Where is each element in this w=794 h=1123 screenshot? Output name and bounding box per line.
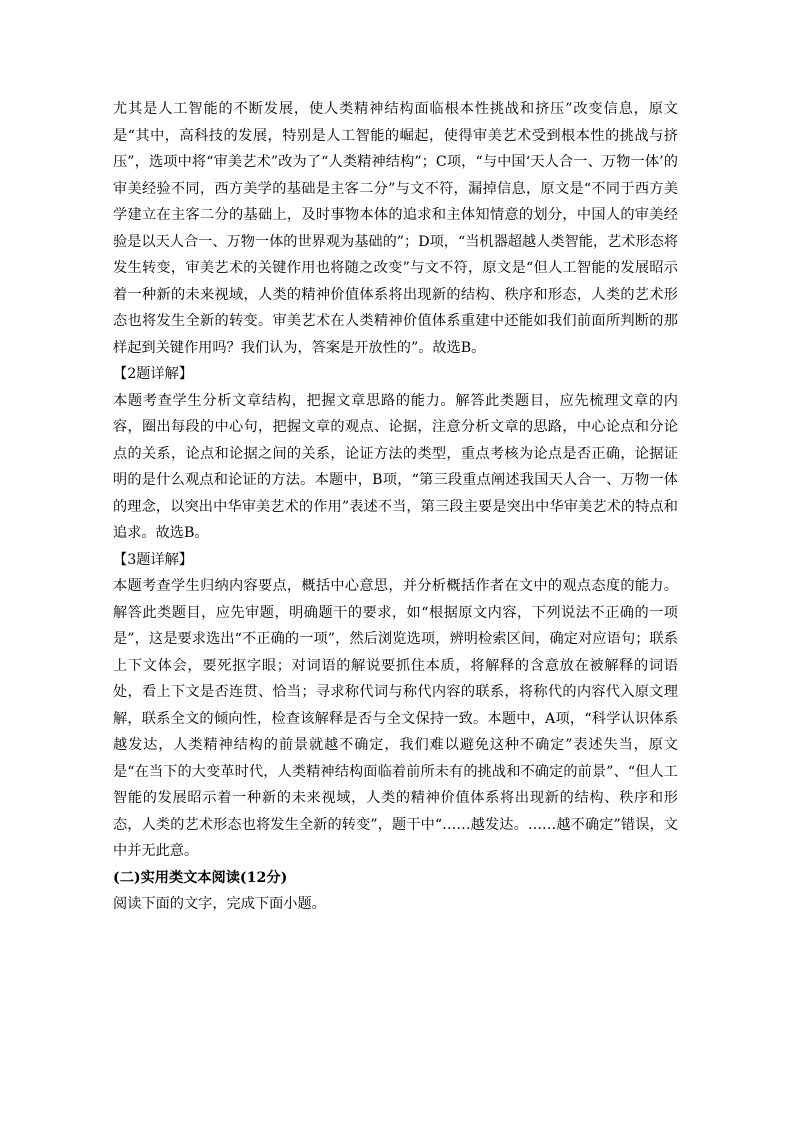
question-2-heading: 【2题详解】	[113, 366, 193, 382]
section-title: (二)实用类文本阅读(12分)	[113, 869, 288, 886]
answer-paragraph-1: 尤其是人工智能的不断发展，使人类精神结构面临根本性挑战和挤压”改变信息，原文是“其中，高科技的发展，特别是人工智能的崛起，使得审美艺术受到根本性的挑战与挤压”，选项中将“审美艺术”改为了“人类精神结构”；C项，“与中国‘天人合一、万物一体’的审美经验不同，西方美学的基础是主客二分”与文不符，漏掉信息，原文是“不同于西方美学建立在主客二分的基础上，及时事物本体的追求和主体知情意的划分，中国人的审美经验是以天人合一、万物一体的世界观为基础的”；D项，“当机器超越人类智能，艺术形态将发生转变，审美艺术的关键作用也将随之改变”与文不符，原文是“但人工智能的发展昭示着一种新的未来视域，人类的精神价值体系将出现新的结构、秩序和形态，人类的艺术形态也将发生全新的转变。审美艺术在人类精神价值体系重建中还能如我们前面所判断的那样起到关键作用吗？我们认为，答案是开放性的”。故选B。	[113, 101, 679, 356]
document-page	[113, 96, 678, 918]
reading-instruction: 阅读下面的文字，完成下面小题。	[113, 896, 326, 912]
question-3-heading: 【3题详解】	[113, 551, 193, 568]
answer-paragraph-3: 本题考查学生归纳内容要点，概括中心意思，并分析概括作者在文中的观点态度的能力。解答此类题目，应先审题，明确题干的要求，如“根据原文内容，下列说法不正确的一项是”，这是要求选出“不正确的一项”，然后浏览选项，辨明检索区间，确定对应语句；联系上下文体会，要死抠字眼；对词语的解说要抓住本质，将解释的含意放在被解释的词语处，看上下文是否连贯、恰当；寻求称代词与称代内容的联系，将称代的内容代入原文理解，联系全文的倾向性，检查该解释是否与全文保持一致。本题中，A项，“科学认识体系越发达，人类精神结构的前景就越不确定，我们难以避免这种不确定”表述失当，原文是“在当下的大变革时代，人类精神结构面临着前所未有的挑战和不确定的前景”、“但人工智能的发展昭示着一种新的未来视域，人类的精神价值体系将出现新的结构、秩序和形态，人类的艺术形态也将发生全新的转变”，题干中“……越发达。……越不确定”错误，文中并无此意。	[113, 578, 678, 859]
answer-paragraph-2: 本题考查学生分析文章结构，把握文章思路的能力。解答此类题目，应先梳理文章的内容，圈出每段的中心句，把握文章的观点、论据，注意分析文章的思路，中心论点和分论点的关系，论点和论据之间的关系，论证方法的类型，重点考核为论点是否正确，论据证明的是什么观点和论证的方法。本题中，B项，“第三段重点阐述我国天人合一、万物一体的理念，以突出中华审美艺术的作用”表述不当，第三段主要是突出中华审美艺术的特点和追求。故选B。	[113, 392, 678, 541]
